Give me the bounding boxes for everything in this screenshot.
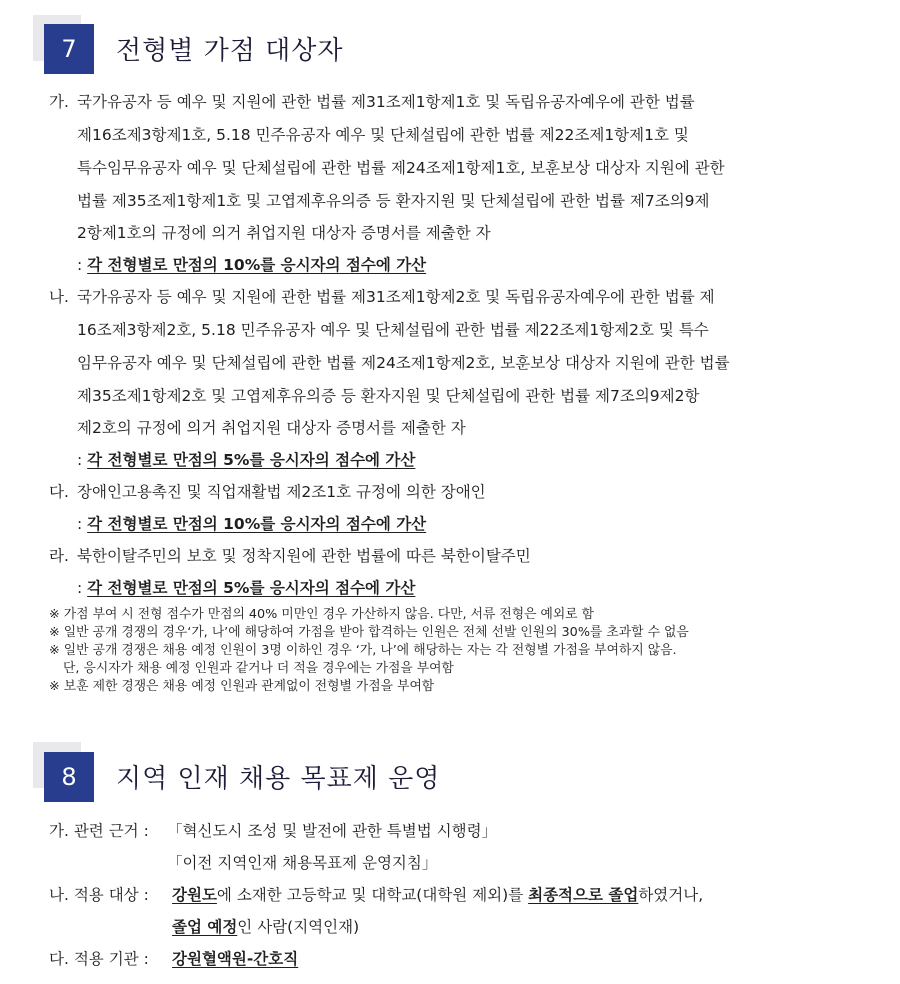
bonus-prefix: :: [77, 451, 88, 469]
item-ga-marker: 가.: [49, 93, 69, 111]
bonus-prefix: :: [77, 515, 88, 533]
note-4: ※ 보훈 제한 경쟁은 채용 예정 인원과 관계없이 전형별 가점을 부여함: [49, 679, 435, 694]
target-emphasis: 졸업 예정: [172, 918, 238, 936]
agency-label: 다. 적용 기관 :: [49, 950, 149, 968]
item-na-bonus: [77, 449, 415, 471]
target-text: 에 소재한 고등학교 및 대학교(대학원 제외)를: [216, 886, 529, 904]
item-da-bonus: [77, 513, 426, 535]
section-8-header: [0, 728, 900, 808]
item-da-line-1: 장애인고용촉진 및 직업재활법 제2조1호 규정에 의한 장애인: [77, 483, 486, 501]
section-title: 지역 인재 채용 목표제 운영: [116, 764, 441, 794]
bonus-text: 각 전형별로 만점의 10%를 응시자의 점수에 가산: [87, 256, 427, 274]
target-region: 강원도: [172, 886, 217, 904]
basis-label: 가. 관련 근거 :: [49, 822, 149, 840]
bonus-text: 각 전형별로 만점의 10%를 응시자의 점수에 가산: [87, 515, 427, 533]
bonus-prefix: :: [77, 579, 88, 597]
target-line-2: [172, 916, 359, 938]
agency-value: [172, 948, 298, 970]
target-text: 인 사람(지역인재): [237, 918, 360, 936]
item-na-line-3: 임무유공자 예우 및 단체설립에 관한 법률 제24조제1항제2호, 보훈보상 대상자 지원에 관한 법률: [77, 354, 730, 372]
bonus-text: 각 전형별로 만점의 5%를 응시자의 점수에 가산: [87, 451, 416, 469]
note-3-cont: 단, 응시자가 채용 예정 인원과 같거나 더 적을 경우에는 가점을 부여함: [63, 661, 454, 676]
section-7-header: [0, 0, 900, 80]
item-ga-line-1: 국가유공자 등 예우 및 지원에 관한 법률 제31조제1항제1호 및 독립유공자예우에 관한 법률: [77, 93, 695, 111]
item-ga-line-2: 제16조제3항제1호, 5.18 민주유공자 예우 및 단체설립에 관한 법률 제22조제1항제1호 및: [77, 126, 689, 144]
item-na-line-4: 제35조제1항제2호 및 고엽제후유의증 등 환자지원 및 단체설립에 관한 법률 제7조의9제2항: [77, 387, 700, 405]
section-title: 전형별 가점 대상자: [116, 36, 344, 66]
section-number: 8: [44, 752, 94, 802]
item-ga-line-5: 2항제1호의 규정에 의거 취업지원 대상자 증명서를 제출한 자: [77, 224, 491, 242]
item-ra-line-1: 북한이탈주민의 보호 및 정착지원에 관한 법률에 따른 북한이탈주민: [77, 547, 531, 565]
section-8: [0, 728, 900, 808]
bonus-prefix: :: [77, 256, 88, 274]
note-3: ※ 일반 공개 경쟁은 채용 예정 인원이 3명 이하인 경우 ‘가, 나’에 해당하는 자는 각 전형별 가점을 부여하지 않음.: [49, 643, 677, 658]
section-number: 7: [44, 24, 94, 74]
item-ga-line-4: 법률 제35조제1항제1호 및 고엽제후유의증 등 환자지원 및 단체설립에 관한 법률 제7조의9제: [77, 192, 710, 210]
target-text: 하였거나,: [638, 886, 704, 904]
item-na-marker: 나.: [49, 288, 69, 306]
section-7: [0, 0, 900, 80]
note-1: ※ 가점 부여 시 전형 점수가 만점의 40% 미만인 경우 가산하지 않음. 다만, 서류 전형은 예외로 함: [49, 607, 595, 622]
item-ra-bonus: [77, 577, 415, 599]
item-na-line-5: 제2호의 규정에 의거 취업지원 대상자 증명서를 제출한 자: [77, 419, 466, 437]
item-na-line-1: 국가유공자 등 예우 및 지원에 관한 법률 제31조제1항제2호 및 독립유공자예우에 관한 법률 제: [77, 288, 715, 306]
agency-name: 강원혈액원-간호직: [172, 950, 299, 968]
target-line-1: [172, 884, 703, 906]
item-ra-marker: 라.: [49, 547, 69, 565]
item-da-marker: 다.: [49, 483, 69, 501]
target-label: 나. 적용 대상 :: [49, 886, 149, 904]
item-ga-bonus: [77, 254, 426, 276]
basis-line-2: 「이전 지역인재 채용목표제 운영지침」: [167, 854, 438, 872]
bonus-text: 각 전형별로 만점의 5%를 응시자의 점수에 가산: [87, 579, 416, 597]
target-emphasis: 최종적으로 졸업: [528, 886, 639, 904]
note-2: ※ 일반 공개 경쟁의 경우‘가, 나’에 해당하여 가점을 받아 합격하는 인원은 전체 선발 인원의 30%를 초과할 수 없음: [49, 625, 689, 640]
item-ga-line-3: 특수임무유공자 예우 및 단체설립에 관한 법률 제24조제1항제1호, 보훈보상 대상자 지원에 관한: [77, 159, 725, 177]
basis-line-1: 「혁신도시 조성 및 발전에 관한 특별법 시행령」: [167, 822, 498, 840]
item-na-line-2: 16조제3항제2호, 5.18 민주유공자 예우 및 단체설립에 관한 법률 제22조제1항제2호 및 특수: [77, 321, 709, 339]
